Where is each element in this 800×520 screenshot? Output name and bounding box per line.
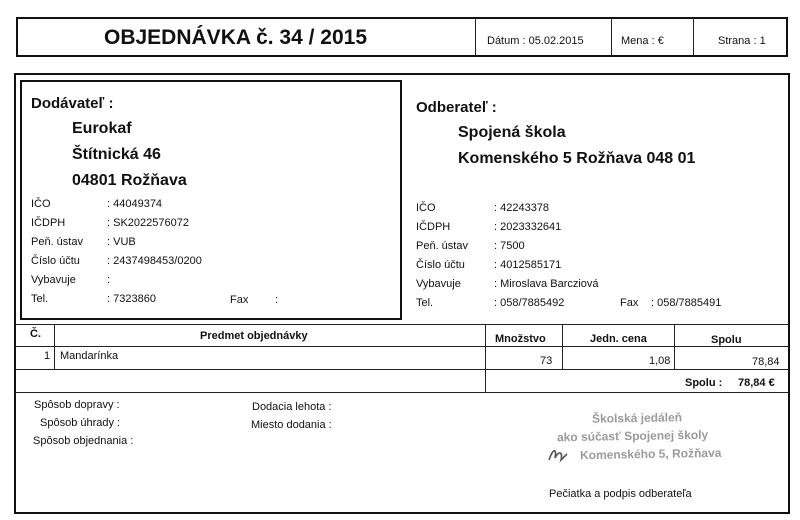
delivery-place-label: Miesto dodania :: [251, 419, 332, 431]
supplier-name: Eurokaf: [72, 120, 132, 137]
supplier-field-label: Vybavuje: [31, 274, 76, 286]
customer-fax-value: : 058/7885491: [651, 297, 722, 309]
row-num: 1: [44, 350, 51, 362]
supplier-field-value: : SK2022576072: [107, 217, 189, 229]
customer-field-label: IČO: [416, 202, 436, 214]
supplier-fax-value: :: [275, 294, 279, 306]
customer-field-value: : 4012585171: [494, 259, 562, 271]
supplier-street: Štítnická 46: [72, 146, 161, 163]
page-label: Strana :: [718, 35, 757, 47]
payment-label: Spôsob úhrady :: [40, 417, 121, 429]
customer-field-label: Vybavuje: [416, 278, 461, 290]
table-sum-line: [15, 392, 789, 393]
header-divider: [611, 18, 612, 56]
customer-field-label: IČDPH: [416, 221, 451, 233]
customer-heading: Odberateľ :: [416, 99, 497, 116]
currency-value: €: [657, 35, 664, 47]
table-col-line: [674, 324, 675, 369]
date-value: 05.02.2015: [528, 35, 584, 47]
col-header-num: Č.: [30, 328, 41, 340]
col-header-total: Spolu: [711, 334, 742, 346]
stamp-line: Komenského 5, Rožňava: [579, 445, 722, 463]
delivery-term-label: Dodacia lehota :: [252, 401, 332, 413]
supplier-field-value: : 2437498453/0200: [107, 255, 202, 267]
table-top-line: [15, 324, 789, 325]
customer-name: Spojená škola: [458, 124, 566, 141]
order-method-label: Spôsob objednania :: [33, 435, 134, 447]
table-header-line: [15, 346, 789, 347]
table-col-line: [54, 324, 55, 369]
customer-field-value: : 058/7885492: [494, 297, 565, 309]
supplier-field-value: :: [107, 274, 111, 286]
supplier-field-label: IČDPH: [31, 217, 66, 229]
sum-label: Spolu :: [685, 377, 723, 389]
supplier-field-label: Peň. ústav: [31, 236, 83, 248]
customer-field-value: : Miroslava Barcziová: [494, 278, 599, 290]
header-divider: [693, 18, 694, 56]
supplier-field-label: IČO: [31, 198, 51, 210]
supplier-fax-label: Fax: [230, 294, 249, 306]
customer-address: Komenského 5 Rožňava 048 01: [458, 150, 696, 167]
page-value: 1: [759, 35, 766, 47]
date-field: [487, 35, 584, 47]
customer-field-value: : 2023332641: [494, 221, 562, 233]
customer-field-label: Tel.: [416, 297, 434, 309]
page-title: OBJEDNÁVKA č. 34 / 2015: [104, 26, 368, 49]
table-col-line: [562, 324, 563, 369]
supplier-city: 04801 Rožňava: [72, 172, 187, 189]
sum-value: 78,84 €: [738, 377, 775, 389]
row-total: 78,84: [752, 356, 780, 368]
table-row-line: [15, 369, 789, 370]
col-header-qty: Množstvo: [495, 333, 546, 345]
supplier-field-value: : VUB: [107, 236, 136, 248]
customer-field-value: : 7500: [494, 240, 525, 252]
customer-field-label: Číslo účtu: [416, 259, 465, 271]
col-header-unit: Jedn. cena: [590, 333, 647, 345]
supplier-field-value: : 44049374: [107, 198, 163, 210]
page-number-field: [718, 35, 766, 47]
header-divider: [475, 18, 476, 56]
signature-mark: [545, 440, 575, 466]
row-item: Mandarínka: [60, 350, 119, 362]
customer-field-label: Peň. ústav: [416, 240, 468, 252]
stamp-line: Školská jedáleň: [591, 410, 683, 426]
transport-label: Spôsob dopravy :: [34, 399, 120, 411]
supplier-field-label: Číslo účtu: [31, 255, 80, 267]
supplier-field-label: Tel.: [31, 293, 49, 305]
supplier-box: [20, 80, 402, 320]
col-header-item: Predmet objednávky: [200, 330, 308, 342]
supplier-field-value: : 7323860: [107, 293, 156, 305]
stamp-line: ako súčasť Spojenej školy: [556, 427, 709, 445]
supplier-heading: Dodávateľ :: [31, 95, 114, 112]
table-col-line: [485, 324, 486, 392]
customer-field-value: : 42243378: [494, 202, 550, 214]
currency-label: Mena :: [621, 35, 655, 47]
row-unit-price: 1,08: [649, 355, 671, 367]
date-label: Dátum :: [487, 35, 526, 47]
row-qty: 73: [540, 355, 553, 367]
signature-label: Pečiatka a podpis odberateľa: [549, 488, 692, 500]
customer-fax-label: Fax: [620, 297, 639, 309]
currency-field: [621, 35, 664, 47]
